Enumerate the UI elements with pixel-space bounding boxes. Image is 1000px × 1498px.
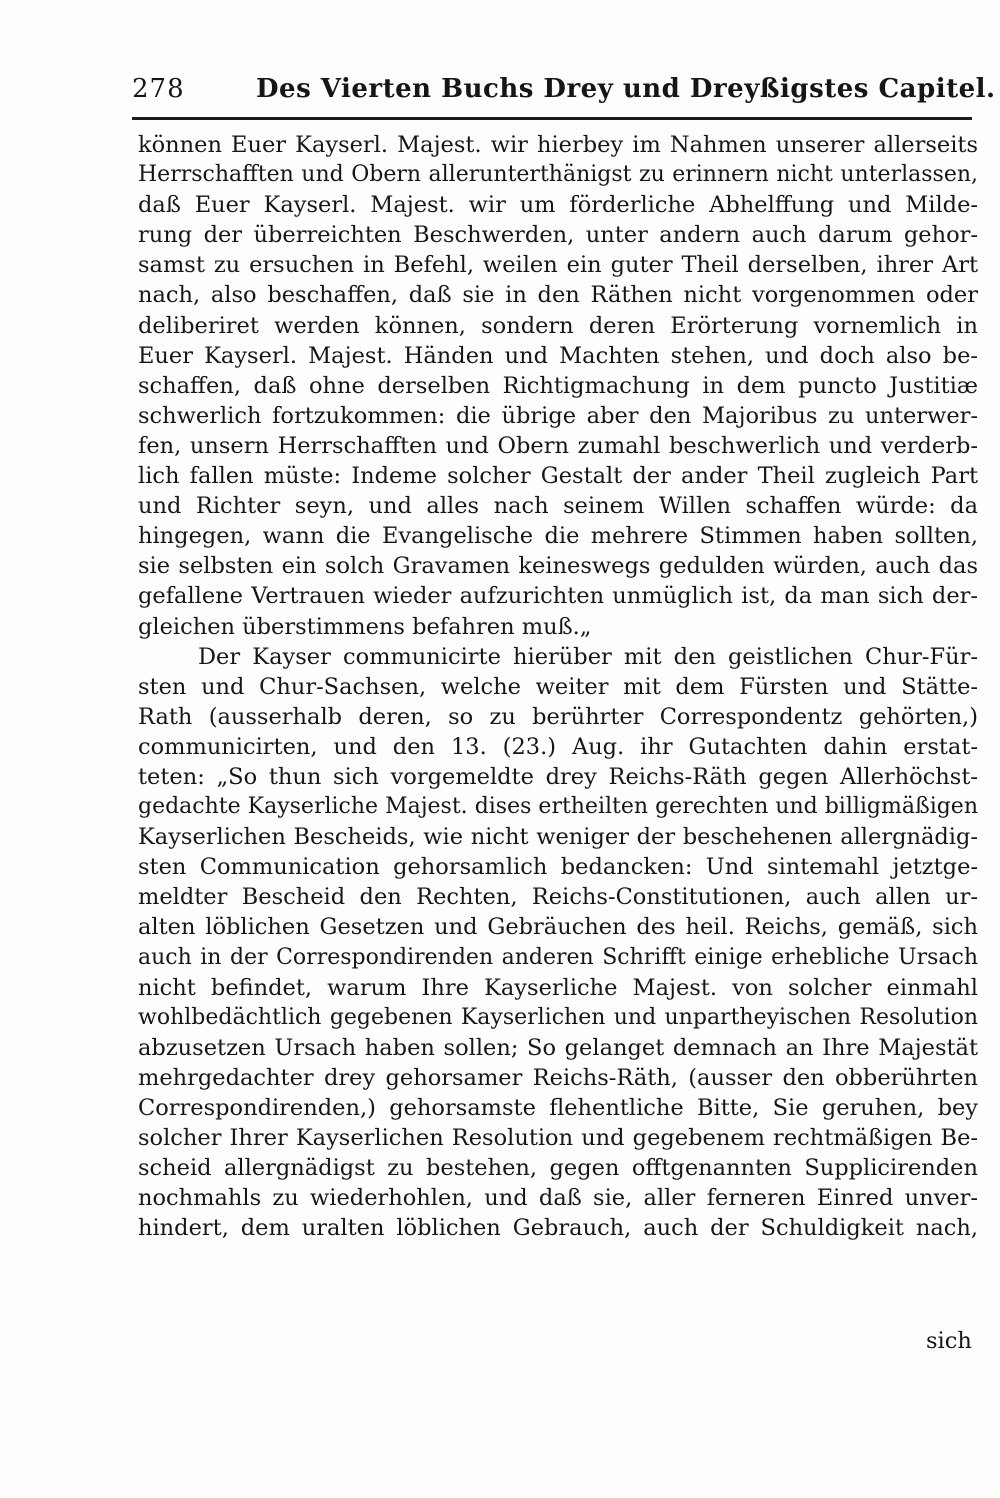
- text-line: lich fallen müste: Indeme solcher Gestalt der ander Theil zugleich Part: [138, 463, 978, 490]
- running-head-title: Des Vierten Buchs Drey und Dreyßigstes Capitel.: [256, 74, 996, 104]
- text-line: fen, unsern Herrschafften und Obern zumahl beschwerlich und verderb-: [138, 432, 978, 459]
- text-line: Correspondirenden,) gehorsamste flehentliche Bitte, Sie geruhen, bey: [138, 1095, 978, 1121]
- text-line: teten: „So thun sich vorgemeldte drey Reichs-Räth gegen Allerhöchst-: [138, 763, 978, 790]
- text-line: solcher Ihrer Kayserlichen Resolution und gegebenem rechtmäßigen Be-: [138, 1125, 978, 1152]
- text-line: wohlbedächtlich gegebenen Kayserlichen und unpartheyischen Resolution: [138, 1004, 978, 1030]
- text-line: sten Communication gehorsamlich bedancken: Und sintemahl jetztge-: [138, 854, 978, 881]
- running-head: [132, 70, 996, 110]
- text-line: deliberiret werden können, sondern deren Erörterung vornemlich in: [138, 312, 978, 339]
- text-line: können Euer Kayserl. Majest. wir hierbey im Nahmen unserer allerseits: [138, 132, 978, 158]
- text-line: nach, also beschaffen, daß sie in den Räthen nicht vorgenommen oder: [138, 282, 978, 309]
- text-line: rung der überreichten Beschwerden, unter andern auch darum gehor-: [138, 222, 978, 249]
- text-line: nicht befindet, warum Ihre Kayserliche Majest. von solcher einmahl: [138, 974, 978, 1001]
- text-line: mehrgedachter drey gehorsamer Reichs-Räth, (ausser den obberührten: [138, 1064, 978, 1091]
- text-line: gleichen überstimmens befahren muß.„: [138, 613, 592, 640]
- text-line: daß Euer Kayserl. Majest. wir um förderliche Abhelffung und Milde-: [138, 192, 978, 219]
- text-line: auch in der Correspondirenden anderen Schrifft einige erhebliche Ursach: [138, 944, 978, 970]
- text-line: schwerlich fortzukommen: die übrige aber den Majoribus zu unterwer-: [138, 402, 978, 429]
- text-line: scheid allergnädigst zu bestehen, gegen offtgenannten Supplicirenden: [138, 1155, 978, 1182]
- text-line: Euer Kayserl. Majest. Händen und Machten stehen, und doch also be-: [138, 342, 978, 369]
- text-line: alten löblichen Gesetzen und Gebräuchen des heil. Reichs, gemäß, sich: [138, 914, 978, 941]
- text-line: hingegen, wann die Evangelische die mehrere Stimmen haben sollten,: [138, 523, 978, 550]
- header-rule: [132, 117, 972, 120]
- text-line: sten und Chur-Sachsen, welche weiter mit dem Fürsten und Stätte-: [138, 673, 978, 700]
- text-line: communicirten, und den 13. (23.) Aug. ihr Gutachten dahin erstat-: [138, 733, 978, 760]
- text-line: gedachte Kayserliche Majest. dises ertheilten gerechten und billigmäßigen: [138, 794, 978, 820]
- text-line: und Richter seyn, und alles nach seinem Willen schaffen würde: da: [138, 493, 978, 520]
- text-line: samst zu ersuchen in Befehl, weilen ein guter Theil derselben, ihrer Art: [138, 252, 978, 279]
- text-line: schaffen, daß ohne derselben Richtigmachung in dem puncto Justitiæ: [138, 372, 978, 399]
- text-line: nochmahls zu wiederhohlen, und daß sie, aller ferneren Einred unver-: [138, 1185, 978, 1212]
- text-line: meldter Bescheid den Rechten, Reichs-Constitutionen, auch allen ur-: [138, 884, 978, 911]
- text-line: Herrschafften und Obern allerunterthänigst zu erinnern nicht unterlassen,: [138, 162, 978, 188]
- text-line: sie selbsten ein solch Gravamen keineswegs gedulden würden, auch das: [138, 553, 978, 580]
- text-line: abzusetzen Ursach haben sollen; So gelanget demnach an Ihre Majestät: [138, 1034, 978, 1061]
- catchword: sich: [926, 1328, 972, 1354]
- text-line: Kayserlichen Bescheids, wie nicht weniger der beschehenen allergnädig-: [138, 824, 978, 851]
- text-line: Rath (ausserhalb deren, so zu berührter Correspondentz gehörten,): [138, 703, 978, 730]
- text-line: gefallene Vertrauen wieder aufzurichten unmüglich ist, da man sich der-: [138, 583, 978, 610]
- text-line: hindert, dem uralten löblichen Gebrauch, auch der Schuldigkeit nach,: [138, 1215, 978, 1242]
- page-number: 278: [132, 74, 185, 104]
- paragraph-first-line: Der Kayser communicirte hierüber mit den geistlichen Chur-Für-: [198, 643, 978, 670]
- body-text: [138, 130, 978, 1243]
